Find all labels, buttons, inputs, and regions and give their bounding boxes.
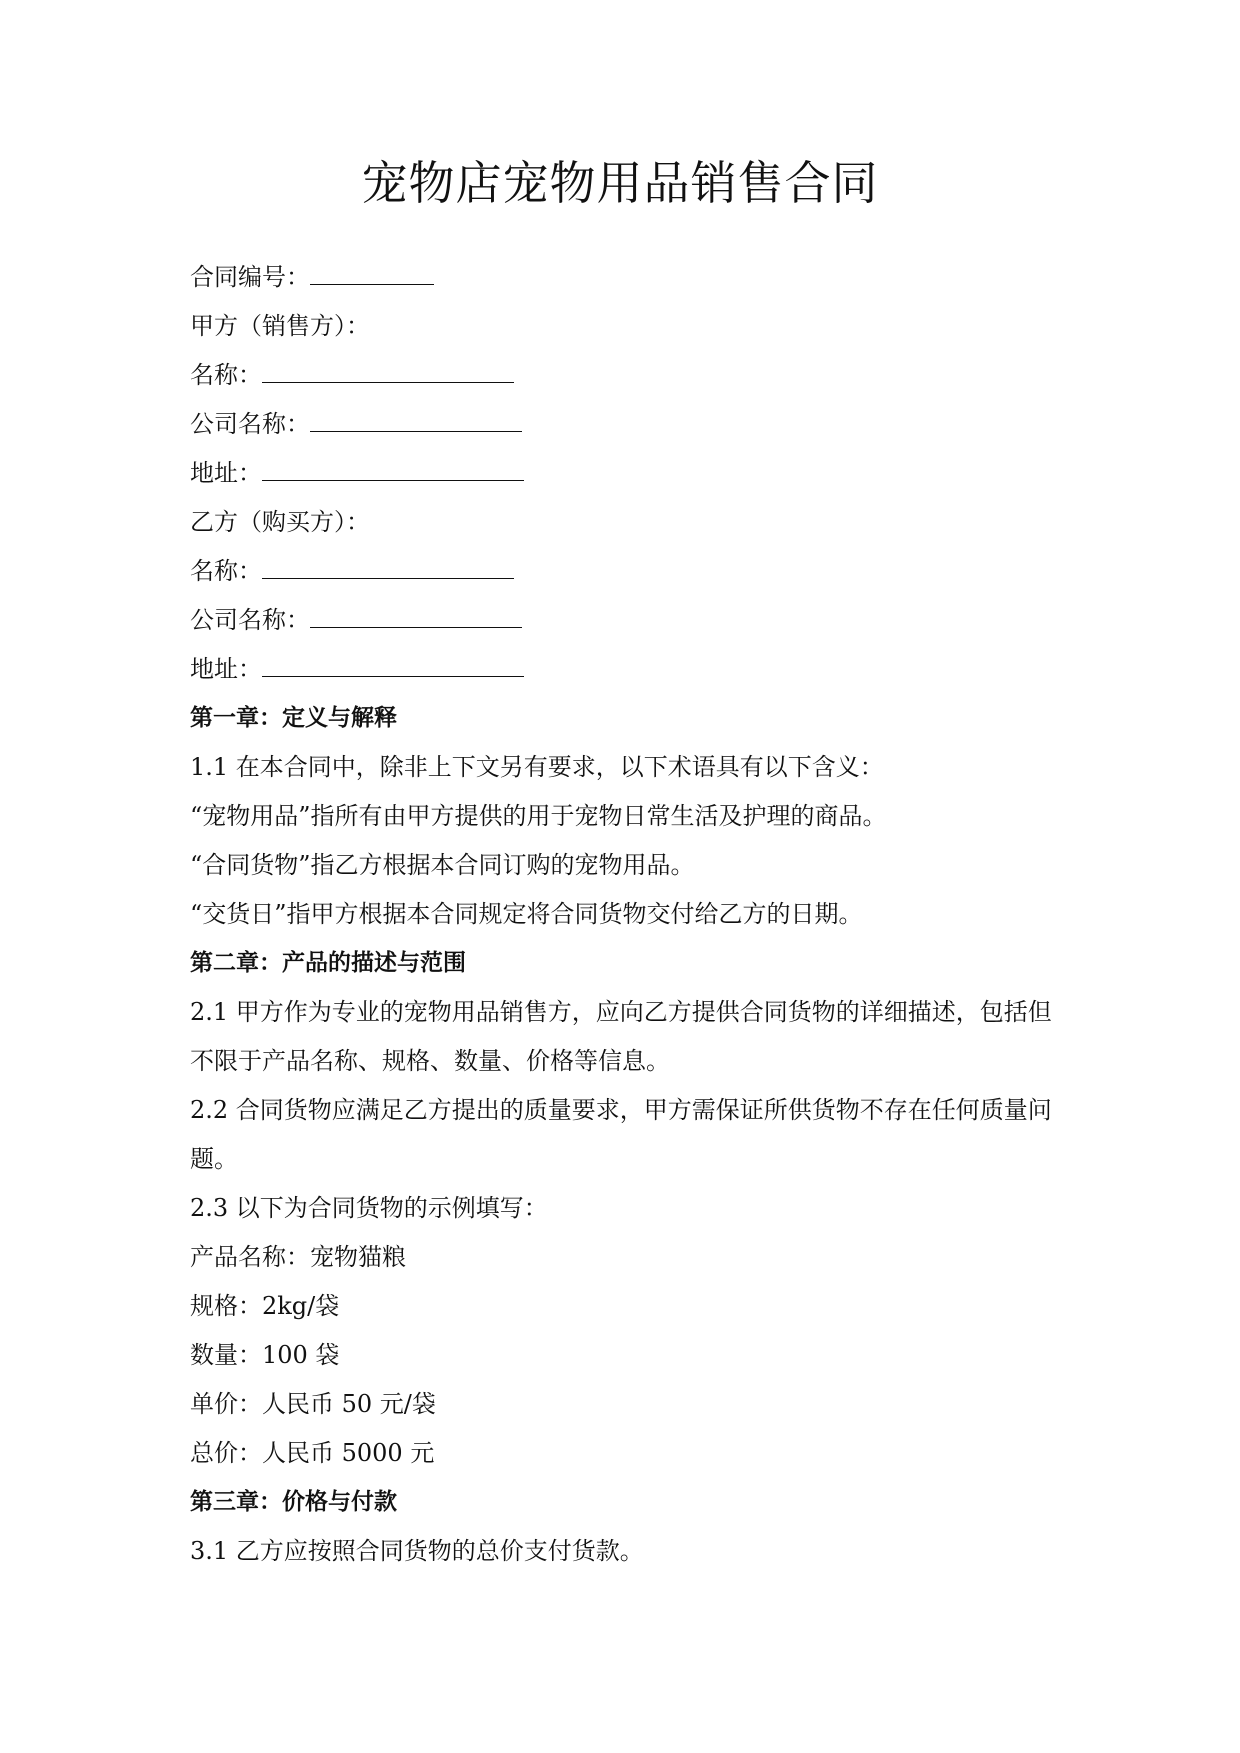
party-b-address-blank <box>262 654 524 677</box>
party-a-name-label: 名称： <box>190 361 262 389</box>
party-a-company-label: 公司名称： <box>190 410 310 438</box>
party-a-name-line <box>190 351 1070 400</box>
party-a-company-blank <box>310 409 522 432</box>
definition-pet-supplies: “宠物用品”指所有由甲方提供的用于宠物日常生活及护理的商品。 <box>190 802 887 830</box>
definition-delivery-date: “交货日”指甲方根据本合同规定将合同货物交付给乙方的日期。 <box>190 900 863 928</box>
clause-1-1: 1.1 在本合同中，除非上下文另有要求，以下术语具有以下含义： <box>190 753 884 781</box>
party-a-address-blank <box>262 458 524 481</box>
party-b-name-blank <box>262 556 514 579</box>
definition-contract-goods: “合同货物”指乙方根据本合同订购的宠物用品。 <box>190 851 695 879</box>
party-b-name-line <box>190 547 1070 596</box>
party-b-name-label: 名称： <box>190 557 262 585</box>
chapter-2-heading: 第二章：产品的描述与范围 <box>190 950 466 976</box>
clause-2-2: 2.2 合同货物应满足乙方提出的质量要求，甲方需保证所供货物不存在任何质量问题。 <box>190 1096 1052 1173</box>
party-a-name-blank <box>262 360 514 383</box>
contract-number-line <box>190 253 1070 302</box>
product-spec-line: 规格：2kg/袋 <box>190 1292 340 1320</box>
document-title: 宠物店宠物用品销售合同 <box>361 156 879 210</box>
product-quantity-line: 数量：100 袋 <box>190 1341 340 1369</box>
party-b-company-blank <box>310 605 522 628</box>
contract-number-label: 合同编号： <box>190 263 310 291</box>
clause-3-1: 3.1 乙方应按照合同货物的总价支付货款。 <box>190 1537 644 1565</box>
product-total-price-line: 总价：人民币 5000 元 <box>190 1439 435 1467</box>
contract-number-blank <box>310 262 434 285</box>
party-b-heading: 乙方（购买方）： <box>190 508 370 536</box>
product-unit-price-line: 单价：人民币 50 元/袋 <box>190 1390 436 1418</box>
party-a-address-label: 地址： <box>190 459 262 487</box>
party-a-address-line <box>190 449 1070 498</box>
chapter-3-heading: 第三章：价格与付款 <box>190 1489 397 1515</box>
chapter-1-heading: 第一章：定义与解释 <box>190 705 397 731</box>
party-b-address-label: 地址： <box>190 655 262 683</box>
clause-2-3: 2.3 以下为合同货物的示例填写： <box>190 1194 548 1222</box>
party-b-company-label: 公司名称： <box>190 606 310 634</box>
product-name-line: 产品名称：宠物猫粮 <box>190 1243 406 1271</box>
party-b-company-line <box>190 596 1070 645</box>
party-a-heading: 甲方（销售方）： <box>190 312 370 340</box>
clause-2-1: 2.1 甲方作为专业的宠物用品销售方，应向乙方提供合同货物的详细描述，包括但不限于产品名称、规格、数量、价格等信息。 <box>190 998 1052 1075</box>
party-a-company-line <box>190 400 1070 449</box>
party-b-address-line <box>190 645 1070 694</box>
document-body <box>190 253 1070 1576</box>
